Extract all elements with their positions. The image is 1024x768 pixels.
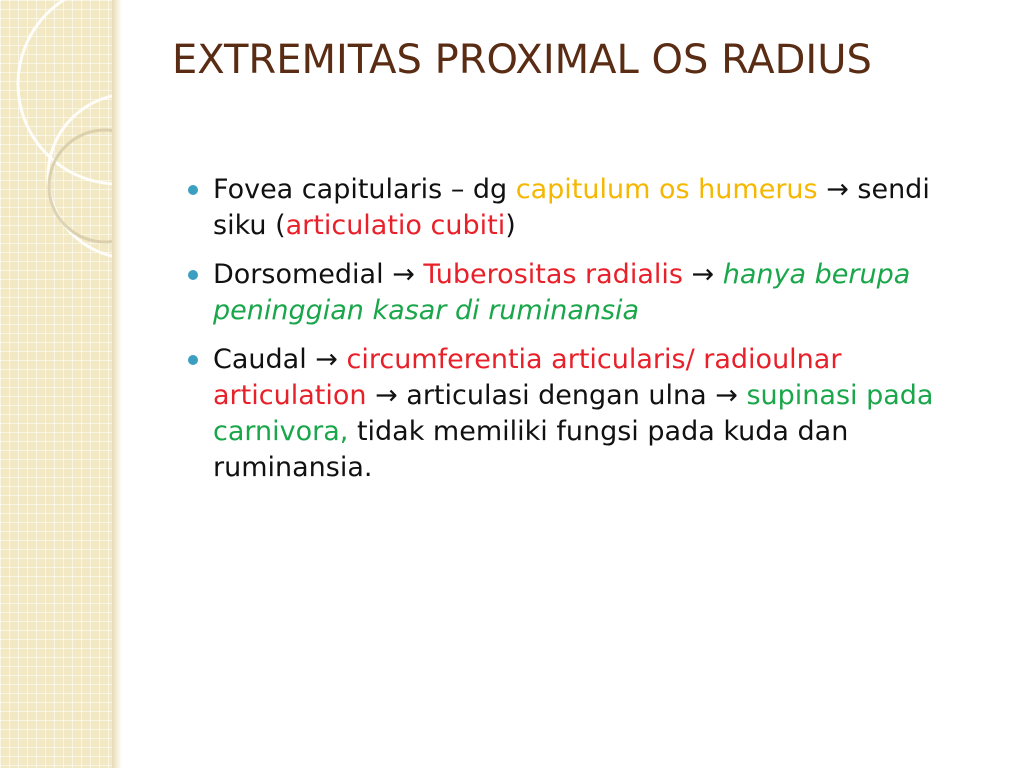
- arrow-icon: →: [375, 380, 398, 411]
- arrow-icon: →: [691, 259, 715, 290]
- bullet-item-fovea: [185, 172, 975, 244]
- decorative-circles: [0, 0, 112, 768]
- highlight-text: capitulum os humerus: [515, 174, 818, 205]
- highlight-text: circumferentia articularis/ radioulnar articulation: [213, 344, 842, 411]
- arrow-icon: →: [715, 380, 738, 411]
- arrow-icon: →: [315, 344, 338, 375]
- arrow-icon: →: [392, 259, 415, 290]
- side-panel-edge: [112, 0, 122, 768]
- bullet-text: tidak memiliki fungsi pada kuda dan ruminansia.: [213, 416, 849, 483]
- bullet-list: [185, 172, 975, 499]
- bullet-text: Dorsomedial: [213, 259, 393, 290]
- highlight-text: articulatio cubiti: [285, 210, 506, 241]
- slide-title: EXTREMITAS PROXIMAL OS RADIUS: [172, 37, 872, 83]
- highlight-text: hanya berupa peninggian kasar di ruminansia: [213, 259, 911, 326]
- bullet-item-dorsomedial: [185, 257, 975, 329]
- decorative-side-panel: [0, 0, 112, 768]
- bullet-item-caudal: [185, 342, 975, 486]
- bullet-text: Caudal: [213, 344, 316, 375]
- bullet-dot-icon: [188, 270, 198, 280]
- bullet-dot-icon: [188, 355, 198, 365]
- arrow-icon: →: [826, 174, 849, 205]
- highlight-text: supinasi pada carnivora,: [213, 380, 934, 447]
- bullet-text: articulasi dengan ulna: [397, 380, 716, 411]
- bullet-dot-icon: [188, 185, 198, 195]
- highlight-text: Tuberositas radialis: [423, 259, 683, 290]
- bullet-text: Fovea capitularis – dg: [213, 174, 516, 205]
- bullet-text: sendi siku (: [213, 174, 930, 241]
- bullet-text: ): [505, 210, 516, 241]
